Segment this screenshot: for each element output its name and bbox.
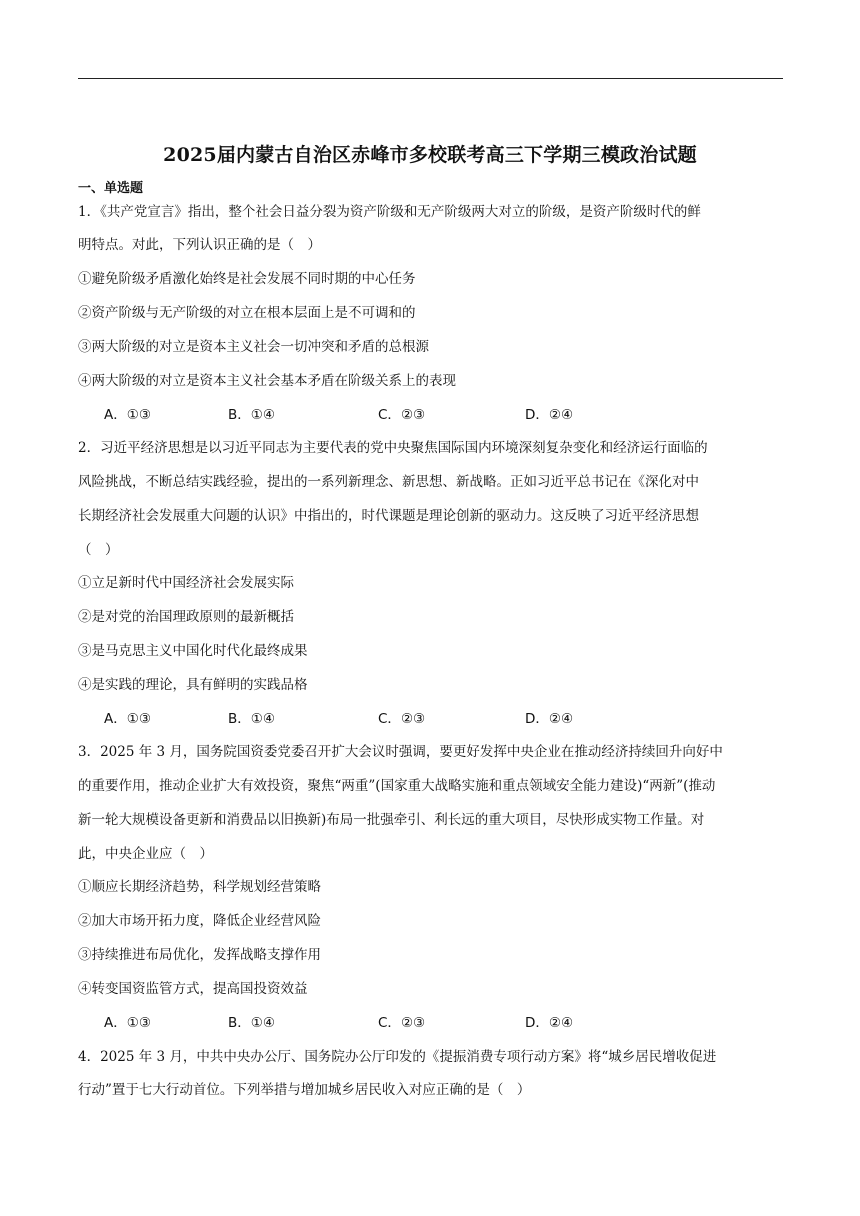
question-stem-line: 行动”置于七大行动首位。下列举措与增加城乡居民收入对应正确的是（ ） [78,1082,531,1098]
question-stem-line: 长期经济社会发展重大问题的认识》中指出的，时代课题是理论创新的驱动力。这反映了习近平经济思想 [78,508,699,524]
option-key: B． [228,407,251,423]
option-value: ②③ [400,407,426,423]
option-b[interactable] [228,406,275,424]
section-heading: 一、单选题 [78,181,144,196]
question-stem-line: 3．2025 年 3 月，国务院国资委党委召开扩大会议时强调，要更好发挥中央企业在推动经济持续回升向好中 [78,744,723,760]
option-c[interactable] [378,406,425,424]
option-value: ②③ [400,1015,426,1031]
option-key: C． [378,407,401,423]
statement-item: ④两大阶级的对立是资本主义社会基本矛盾在阶级关系上的表现 [78,373,456,389]
question-stem-line: 的重要作用，推动企业扩大有效投资，聚焦“两重”(国家重大战略实施和重点领域安全能力建设)“两新”(推动 [78,778,716,794]
statement-item: ①顺应长期经济趋势，科学规划经营策略 [78,879,321,895]
question-stem-line: 4．2025 年 3 月，中共中央办公厅、国务院办公厅印发的《提振消费专项行动方案》将“城乡居民增收促进 [78,1049,717,1065]
question-stem-line: 2．习近平经济思想是以习近平同志为主要代表的党中央聚焦国际国内环境深刻复杂变化和经济运行面临的 [78,440,708,456]
option-b[interactable] [228,1014,275,1032]
option-c[interactable] [378,710,425,728]
option-key: B． [228,711,251,727]
option-d[interactable] [525,406,573,424]
question-stem-line: 此，中央企业应（ ） [78,846,213,862]
statement-item: ③是马克思主义中国化时代化最终成果 [78,643,308,659]
question-stem-line: 明特点。对此，下列认识正确的是（ ） [78,237,321,253]
option-key: A． [104,711,127,727]
question-stem-line: 1．《共产党宣言》指出，整个社会日益分裂为资产阶级和无产阶级两大对立的阶级，是资产阶级时代的鲜 [78,204,701,220]
statement-item: ②是对党的治国理政原则的最新概括 [78,609,294,625]
option-value: ②④ [548,1015,574,1031]
option-value: ②④ [548,711,574,727]
option-key: D． [525,407,549,423]
question-stem-line: （ ） [78,542,119,558]
option-key: D． [525,1015,549,1031]
option-key: A． [104,1015,127,1031]
statement-item: ④是实践的理论，具有鲜明的实践品格 [78,677,308,693]
option-key: D． [525,711,549,727]
statement-item: ②加大市场开拓力度，降低企业经营风险 [78,913,321,929]
option-c[interactable] [378,1014,425,1032]
option-value: ②④ [548,407,574,423]
option-d[interactable] [525,1014,573,1032]
statement-item: ③持续推进布局优化，发挥战略支撑作用 [78,947,321,963]
option-key: B． [228,1015,251,1031]
option-a[interactable] [104,406,151,424]
option-key: C． [378,711,401,727]
page-title: 2025届内蒙古自治区赤峰市多校联考高三下学期三模政治试题 [163,144,697,166]
statement-item: ③两大阶级的对立是资本主义社会一切冲突和矛盾的总根源 [78,339,429,355]
option-key: C． [378,1015,401,1031]
option-a[interactable] [104,1014,151,1032]
option-value: ①④ [250,1015,275,1031]
option-value: ①③ [126,711,151,727]
question-stem-line: 风险挑战，不断总结实践经验，提出的一系列新理念、新思想、新战略。正如习近平总书记在《深化对中 [78,474,699,490]
option-value: ①④ [250,711,275,727]
option-b[interactable] [228,710,275,728]
option-d[interactable] [525,710,573,728]
option-key: A． [104,407,127,423]
option-value: ①③ [126,407,151,423]
statement-item: ②资产阶级与无产阶级的对立在根本层面上是不可调和的 [78,305,416,321]
option-value: ②③ [400,711,426,727]
statement-item: ①立足新时代中国经济社会发展实际 [78,575,294,591]
statement-item: ④转变国资监管方式，提高国投资效益 [78,981,308,997]
option-a[interactable] [104,710,151,728]
header-rule [78,78,783,79]
option-value: ①④ [250,407,275,423]
question-stem-line: 新一轮大规模设备更新和消费品以旧换新)布局一批强牵引、利长远的重大项目，尽快形成实物工作量。对 [78,812,705,828]
option-value: ①③ [126,1015,151,1031]
statement-item: ①避免阶级矛盾激化始终是社会发展不同时期的中心任务 [78,271,416,287]
